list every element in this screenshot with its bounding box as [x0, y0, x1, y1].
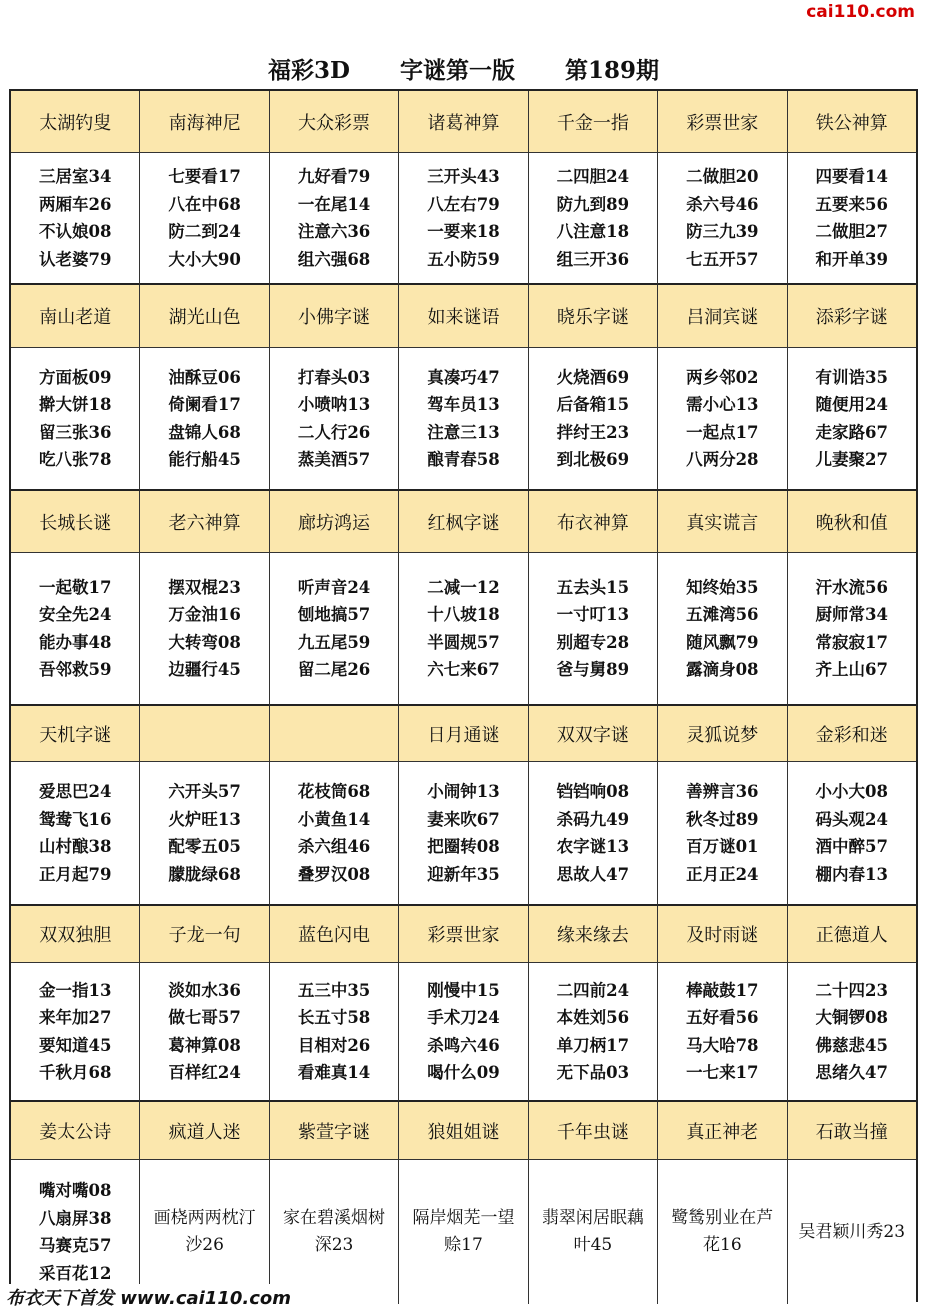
riddle-line: 五要来56 — [815, 194, 888, 214]
riddle-line: 一在尾14 — [297, 194, 371, 214]
riddle-line: 鸳鸯飞16 — [38, 809, 112, 829]
riddle-cell — [399, 963, 528, 1102]
riddle-line: 喝什么09 — [427, 1063, 500, 1082]
riddle-line: 到北极69 — [556, 450, 630, 469]
riddle-line: 一要来18 — [427, 222, 500, 241]
riddle-line: 一起点17 — [686, 422, 759, 442]
riddle-line: 淡如水36 — [168, 980, 241, 1000]
riddle-line: 露滴身08 — [686, 660, 759, 679]
riddle-line: 八两分28 — [686, 450, 759, 469]
column-title: 及时雨谜 — [658, 906, 787, 963]
riddle-line: 组三开36 — [556, 249, 630, 269]
column-title: 天机字谜 — [11, 706, 140, 762]
riddle-line: 目相对26 — [297, 1035, 371, 1055]
riddle-line: 码头观24 — [815, 809, 888, 829]
riddle-line: 火烧酒69 — [556, 367, 630, 387]
column-title: 双双独胆 — [11, 906, 140, 963]
column-title: 蓝色闪电 — [270, 906, 399, 963]
riddle-line: 能办事48 — [38, 632, 112, 652]
riddle-cell — [529, 762, 658, 906]
column-title: 千金一指 — [529, 91, 658, 153]
riddle-line: 杀六组46 — [297, 837, 371, 856]
column-title: 千年虫谜 — [529, 1102, 658, 1160]
column-title: 彩票世家 — [399, 906, 528, 963]
riddle-line: 大铜锣08 — [815, 1008, 888, 1027]
riddle-line: 三开头43 — [427, 167, 500, 186]
riddle-line: 五三中35 — [297, 980, 371, 1000]
column-title: 金彩和迷 — [788, 706, 916, 762]
riddle-cell — [11, 153, 140, 285]
riddle-line: 思绪久47 — [815, 1063, 888, 1082]
riddle-line: 有训诰35 — [815, 367, 888, 387]
riddle-line: 要知道45 — [38, 1035, 112, 1055]
column-title: 狼姐姐谜 — [399, 1102, 528, 1160]
issue-number: 第189期 — [564, 57, 659, 84]
riddle-line: 二四前24 — [556, 980, 630, 1000]
riddle-cell — [658, 553, 787, 706]
riddle-cell — [11, 963, 140, 1102]
riddle-table — [9, 89, 918, 1302]
riddle-cell — [658, 153, 787, 285]
riddle-line: 一寸叮13 — [556, 605, 630, 624]
section-group — [11, 491, 916, 706]
riddle-line: 本姓刘56 — [556, 1008, 630, 1027]
riddle-line: 吃八张78 — [38, 450, 112, 469]
column-title: 缘来缘去 — [529, 906, 658, 963]
riddle-line: 善辨言36 — [686, 782, 759, 801]
column-title: 太湖钓叟 — [11, 91, 140, 153]
riddle-line: 正月起79 — [38, 864, 112, 884]
riddle-line: 爱思巴24 — [38, 782, 112, 801]
riddle-cell — [270, 153, 399, 285]
riddle-line: 爸与舅89 — [556, 660, 630, 679]
riddle-line: 盘锦人68 — [168, 422, 241, 442]
riddle-line: 无下品03 — [556, 1063, 630, 1082]
riddle-line: 方面板09 — [38, 367, 112, 387]
riddle-line: 十八坡18 — [427, 605, 500, 624]
riddle-line: 八左右79 — [427, 194, 500, 214]
column-title: 日月通谜 — [399, 706, 528, 762]
section-group — [11, 285, 916, 491]
riddle-line: 后备箱15 — [556, 395, 630, 414]
riddle-line: 嘴对嘴08 — [38, 1181, 112, 1200]
riddle-line: 做七哥57 — [168, 1008, 241, 1027]
riddle-line: 二做胆27 — [815, 222, 888, 241]
riddle-cell — [658, 762, 787, 906]
section-group — [11, 906, 916, 1102]
riddle-cell — [11, 348, 140, 491]
riddle-line: 一七来17 — [686, 1063, 759, 1082]
riddle-line: 七五开57 — [686, 249, 759, 269]
riddle-line: 二减一12 — [427, 577, 500, 597]
riddle-line: 五好看56 — [686, 1008, 759, 1027]
column-title: 双双字谜 — [529, 706, 658, 762]
riddle-cell — [140, 963, 269, 1102]
riddle-cell — [788, 762, 916, 906]
riddle-cell — [140, 762, 269, 906]
riddle-line: 八注意18 — [556, 222, 630, 241]
column-title: 姜太公诗 — [11, 1102, 140, 1160]
riddle-cell — [270, 963, 399, 1102]
riddle-cell — [399, 153, 528, 285]
riddle-line: 油酥豆06 — [168, 367, 241, 387]
riddle-cell — [270, 1160, 399, 1304]
riddle-line: 一起敬17 — [38, 577, 112, 597]
column-title: 小佛字谜 — [270, 285, 399, 348]
riddle-line: 山村酿38 — [38, 837, 112, 856]
riddle-cell — [399, 348, 528, 491]
riddle-line: 正月正24 — [686, 864, 759, 884]
column-title: 铁公神算 — [788, 91, 916, 153]
riddle-line: 不认娘08 — [38, 222, 112, 241]
section-body-row — [11, 762, 916, 906]
riddle-line: 注意六36 — [297, 222, 371, 241]
column-title: 石敢当撞 — [788, 1102, 916, 1160]
riddle-line: 花枝筒68 — [297, 782, 371, 801]
riddle-line: 随风飘79 — [686, 632, 759, 652]
riddle-line: 大转弯08 — [168, 632, 241, 652]
riddle-cell — [140, 1160, 269, 1304]
riddle-line: 留二尾26 — [297, 660, 371, 679]
riddle-cell — [658, 348, 787, 491]
riddle-poem: 吴君颖川秀23 — [798, 1221, 906, 1242]
riddle-line: 齐上山67 — [815, 660, 888, 679]
riddle-line: 二四胆24 — [556, 167, 630, 186]
riddle-cell — [399, 1160, 528, 1304]
riddle-line: 汗水流56 — [815, 577, 888, 597]
riddle-line: 四要看14 — [815, 167, 888, 186]
column-title: 吕洞宾谜 — [658, 285, 787, 348]
riddle-line: 马赛克57 — [38, 1236, 112, 1255]
column-title: 大众彩票 — [270, 91, 399, 153]
riddle-cell — [140, 153, 269, 285]
riddle-line: 采百花12 — [38, 1263, 112, 1283]
riddle-poem: 画桡两两枕汀沙26 — [153, 1208, 256, 1255]
riddle-line: 小闹钟13 — [427, 782, 500, 801]
page-header — [0, 52, 927, 86]
riddle-line: 棚内春13 — [815, 864, 888, 884]
riddle-cell — [140, 553, 269, 706]
riddle-poem: 鹭鸶别业在芦花16 — [671, 1208, 774, 1255]
riddle-cell — [399, 762, 528, 906]
riddle-line: 杀码九49 — [556, 809, 630, 829]
section-group — [11, 91, 916, 285]
riddle-line: 别超专28 — [556, 632, 630, 652]
riddle-line: 八在中68 — [168, 194, 241, 214]
riddle-line: 小小大08 — [815, 782, 888, 801]
riddle-cell — [788, 153, 916, 285]
column-title — [140, 706, 269, 762]
riddle-line: 半圆规57 — [427, 632, 500, 652]
riddle-poem: 翡翠闲居眠藕叶45 — [541, 1208, 644, 1255]
riddle-line: 倚阑看17 — [168, 395, 241, 414]
riddle-line: 看难真14 — [297, 1063, 371, 1082]
column-title: 添彩字谜 — [788, 285, 916, 348]
column-title: 诸葛神算 — [399, 91, 528, 153]
column-title: 子龙一句 — [140, 906, 269, 963]
riddle-line: 葛神算08 — [168, 1035, 241, 1055]
riddle-line: 金一指13 — [38, 980, 112, 1000]
riddle-cell — [11, 553, 140, 706]
riddle-line: 擀大饼18 — [38, 395, 112, 414]
section-header-row — [11, 706, 916, 762]
riddle-line: 火炉旺13 — [168, 809, 241, 829]
riddle-cell — [11, 762, 140, 906]
riddle-line: 刚慢中15 — [427, 980, 500, 1000]
riddle-line: 把圈转08 — [427, 837, 500, 856]
section-body-row — [11, 553, 916, 706]
riddle-line: 走家路67 — [815, 422, 888, 442]
riddle-line: 蒸美酒57 — [297, 450, 371, 469]
riddle-line: 六七来67 — [427, 660, 500, 679]
riddle-line: 杀鸣六46 — [427, 1035, 500, 1055]
riddle-poem: 家在碧溪烟树深23 — [283, 1208, 386, 1255]
column-title: 老六神算 — [140, 491, 269, 553]
riddle-line: 随便用24 — [815, 395, 888, 414]
riddle-line: 百样红24 — [168, 1063, 241, 1082]
column-title: 疯道人迷 — [140, 1102, 269, 1160]
riddle-line: 需小心13 — [686, 395, 759, 414]
section-header-row — [11, 91, 916, 153]
riddle-cell — [788, 553, 916, 706]
riddle-line: 来年加27 — [38, 1008, 112, 1027]
riddle-line: 铛铛响08 — [556, 782, 630, 801]
section-header-row — [11, 491, 916, 553]
riddle-line: 配零五05 — [168, 837, 241, 856]
riddle-line: 组六强68 — [297, 249, 371, 269]
riddle-line: 酒中醉57 — [815, 837, 888, 856]
riddle-line: 认老婆79 — [38, 249, 112, 269]
riddle-line: 七要看17 — [168, 167, 241, 186]
column-title: 长城长谜 — [11, 491, 140, 553]
riddle-line: 小喷呐13 — [297, 395, 371, 414]
column-title: 湖光山色 — [140, 285, 269, 348]
riddle-line: 大小大90 — [168, 249, 241, 269]
section-body-row — [11, 1160, 916, 1304]
riddle-cell — [399, 553, 528, 706]
riddle-poem: 隔岸烟芜一望赊17 — [412, 1208, 515, 1255]
column-title: 晓乐字谜 — [529, 285, 658, 348]
riddle-line: 边疆行45 — [168, 660, 241, 679]
riddle-line: 注意三13 — [427, 422, 500, 442]
riddle-cell — [270, 553, 399, 706]
footer-watermark: 布衣天下首发 www.cai110.com — [4, 1284, 299, 1310]
section-header-row — [11, 285, 916, 348]
riddle-line: 摆双棍23 — [168, 577, 241, 597]
riddle-cell — [529, 1160, 658, 1304]
riddle-line: 迎新年35 — [427, 864, 500, 884]
riddle-line: 安全先24 — [38, 605, 112, 624]
riddle-line: 手术刀24 — [427, 1008, 500, 1027]
riddle-cell — [270, 762, 399, 906]
section-group — [11, 1102, 916, 1304]
riddle-cell — [788, 348, 916, 491]
riddle-cell — [529, 553, 658, 706]
riddle-line: 防三九39 — [686, 222, 759, 241]
riddle-cell — [788, 963, 916, 1102]
riddle-line: 佛慈悲45 — [815, 1035, 888, 1055]
riddle-line: 马大哈78 — [686, 1035, 759, 1055]
riddle-line: 九五尾59 — [297, 632, 371, 652]
riddle-line: 秋冬过89 — [686, 809, 759, 829]
riddle-cell — [788, 1160, 916, 1304]
column-title: 如来谜语 — [399, 285, 528, 348]
riddle-line: 知终始35 — [686, 577, 759, 597]
riddle-line: 厨师常34 — [815, 605, 888, 624]
riddle-line: 听声音24 — [297, 577, 371, 597]
riddle-line: 两厢车26 — [38, 194, 112, 214]
column-title: 彩票世家 — [658, 91, 787, 153]
riddle-line: 防九到89 — [556, 194, 630, 214]
column-title: 真实谎言 — [658, 491, 787, 553]
section-header-row — [11, 1102, 916, 1160]
riddle-line: 二做胆20 — [686, 167, 759, 186]
riddle-cell — [658, 963, 787, 1102]
riddle-cell — [270, 348, 399, 491]
section-header-row — [11, 906, 916, 963]
riddle-cell — [658, 1160, 787, 1304]
riddle-line: 酿青春58 — [427, 450, 500, 469]
riddle-line: 杀六号46 — [686, 194, 759, 214]
riddle-line: 单刀柄17 — [556, 1035, 630, 1055]
riddle-line: 二人行26 — [297, 422, 371, 442]
column-title: 廊坊鸿运 — [270, 491, 399, 553]
riddle-line: 能行船45 — [168, 450, 241, 469]
riddle-line: 农字谜13 — [556, 837, 630, 856]
riddle-line: 长五寸58 — [297, 1008, 371, 1027]
riddle-line: 五滩湾56 — [686, 605, 759, 624]
lottery-name: 福彩3D — [268, 57, 350, 84]
riddle-line: 刨地搞57 — [297, 605, 371, 624]
column-title: 红枫字谜 — [399, 491, 528, 553]
riddle-line: 朦胧绿68 — [168, 864, 241, 884]
riddle-line: 妻来吹67 — [427, 809, 500, 829]
edition-title: 字谜第一版 — [399, 57, 515, 84]
riddle-line: 二十四23 — [815, 980, 888, 1000]
riddle-line: 防二到24 — [168, 222, 241, 241]
riddle-line: 儿妻聚27 — [815, 450, 888, 469]
riddle-line: 拌纣王23 — [556, 422, 630, 442]
riddle-line: 百万谜01 — [686, 837, 759, 856]
riddle-line: 五去头15 — [556, 577, 630, 597]
column-title — [270, 706, 399, 762]
riddle-line: 小黄鱼14 — [297, 809, 371, 829]
site-logo: cai110.com — [806, 2, 915, 22]
riddle-line: 留三张36 — [38, 422, 112, 442]
section-body-row — [11, 963, 916, 1102]
column-title: 紫萱字谜 — [270, 1102, 399, 1160]
column-title: 正德道人 — [788, 906, 916, 963]
section-body-row — [11, 153, 916, 285]
section-body-row — [11, 348, 916, 491]
riddle-cell — [529, 153, 658, 285]
riddle-cell — [140, 348, 269, 491]
riddle-line: 两乡邻02 — [686, 367, 759, 387]
column-title: 南山老道 — [11, 285, 140, 348]
riddle-line: 吾邻救59 — [38, 660, 112, 679]
riddle-line: 打春头03 — [297, 367, 371, 387]
riddle-line: 棒敲鼓17 — [686, 980, 759, 1000]
riddle-cell — [529, 963, 658, 1102]
riddle-line: 驾车员13 — [427, 395, 500, 414]
column-title: 南海神尼 — [140, 91, 269, 153]
column-title: 晚秋和值 — [788, 491, 916, 553]
riddle-line: 万金油16 — [168, 605, 241, 624]
riddle-line: 六开头57 — [168, 782, 241, 801]
riddle-line: 思故人47 — [556, 864, 630, 884]
riddle-line: 真凑巧47 — [427, 367, 500, 387]
column-title: 灵狐说梦 — [658, 706, 787, 762]
riddle-line: 八扇屏38 — [38, 1208, 112, 1228]
column-title: 真正神老 — [658, 1102, 787, 1160]
riddle-line: 九好看79 — [297, 167, 371, 186]
riddle-line: 常寂寂17 — [815, 632, 888, 652]
riddle-line: 叠罗汉08 — [297, 864, 371, 884]
section-group — [11, 706, 916, 906]
riddle-line: 千秋月68 — [38, 1063, 112, 1082]
riddle-line: 三居室34 — [38, 167, 112, 186]
riddle-line: 和开单39 — [815, 249, 888, 269]
riddle-line: 五小防59 — [427, 249, 500, 269]
column-title: 布衣神算 — [529, 491, 658, 553]
riddle-cell — [11, 1160, 140, 1304]
riddle-cell — [529, 348, 658, 491]
